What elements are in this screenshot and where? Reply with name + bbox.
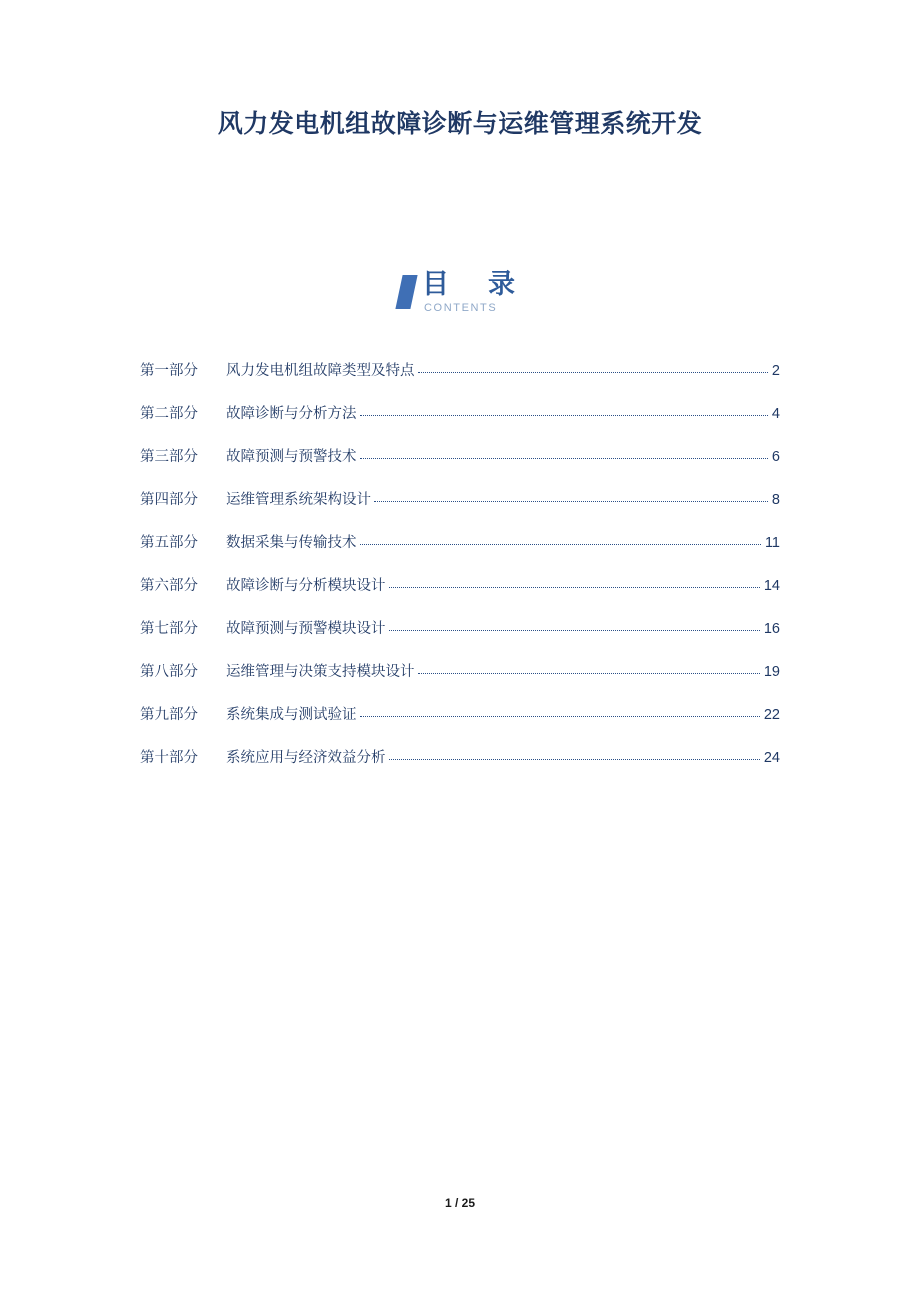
toc-leader-dots [418, 673, 760, 674]
list-item[interactable] [140, 735, 780, 778]
toc-item-page: 6 [771, 448, 780, 465]
toc-heading-en: CONTENTS [424, 301, 498, 314]
toc-item-part: 第一部分 [140, 362, 198, 379]
toc-item-part: 第三部分 [140, 448, 198, 465]
toc-item-label: 系统应用与经济效益分析 [226, 749, 386, 766]
toc-item-label: 系统集成与测试验证 [226, 706, 357, 723]
list-item[interactable] [140, 692, 780, 735]
toc-accent-bar-icon [395, 275, 417, 309]
list-item[interactable] [140, 348, 780, 391]
toc-item-part: 第四部分 [140, 491, 198, 508]
list-item[interactable] [140, 606, 780, 649]
toc-item-page: 22 [763, 706, 780, 723]
toc-item-part: 第六部分 [140, 577, 198, 594]
toc-item-page: 16 [763, 620, 780, 637]
toc-item-label: 运维管理与决策支持模块设计 [226, 663, 415, 680]
list-item[interactable] [140, 391, 780, 434]
list-item[interactable] [140, 477, 780, 520]
toc-leader-dots [389, 587, 760, 588]
toc-item-part: 第五部分 [140, 534, 198, 551]
toc-item-page: 4 [771, 405, 780, 422]
toc-item-label: 故障预测与预警技术 [226, 448, 357, 465]
toc-item-label: 运维管理系统架构设计 [226, 491, 371, 508]
toc-item-part: 第八部分 [140, 663, 198, 680]
page-footer: 1 / 25 [444, 1196, 476, 1210]
toc-leader-dots [418, 372, 768, 373]
toc-leader-dots [389, 759, 760, 760]
toc-item-part: 第十部分 [140, 749, 198, 766]
toc-item-part: 第九部分 [140, 706, 198, 723]
toc-leader-dots [360, 458, 768, 459]
toc-item-label: 故障诊断与分析方法 [226, 405, 357, 422]
toc-item-label: 故障诊断与分析模块设计 [226, 577, 386, 594]
toc-leader-dots [374, 501, 768, 502]
toc-item-page: 8 [771, 491, 780, 508]
page-title: 风力发电机组故障诊断与运维管理系统开发 [217, 110, 703, 138]
list-item[interactable] [140, 649, 780, 692]
toc-item-label: 风力发电机组故障类型及特点 [226, 362, 415, 379]
toc-item-page: 24 [763, 749, 780, 766]
list-item[interactable] [140, 563, 780, 606]
toc-item-page: 11 [764, 534, 780, 551]
toc-leader-dots [389, 630, 760, 631]
toc-item-page: 2 [771, 362, 780, 379]
list-item[interactable] [140, 434, 780, 477]
toc-item-part: 第二部分 [140, 405, 198, 422]
toc-item-label: 故障预测与预警模块设计 [226, 620, 386, 637]
toc-header [140, 268, 780, 314]
toc-list [140, 348, 780, 778]
toc-item-page: 14 [763, 577, 780, 594]
toc-leader-dots [360, 415, 768, 416]
toc-item-page: 19 [763, 663, 780, 680]
toc-item-part: 第七部分 [140, 620, 198, 637]
toc-leader-dots [360, 716, 760, 717]
toc-heading-cn: 目 录 [422, 268, 521, 299]
list-item[interactable] [140, 520, 780, 563]
toc-leader-dots [360, 544, 761, 545]
toc-item-label: 数据采集与传输技术 [226, 534, 357, 551]
